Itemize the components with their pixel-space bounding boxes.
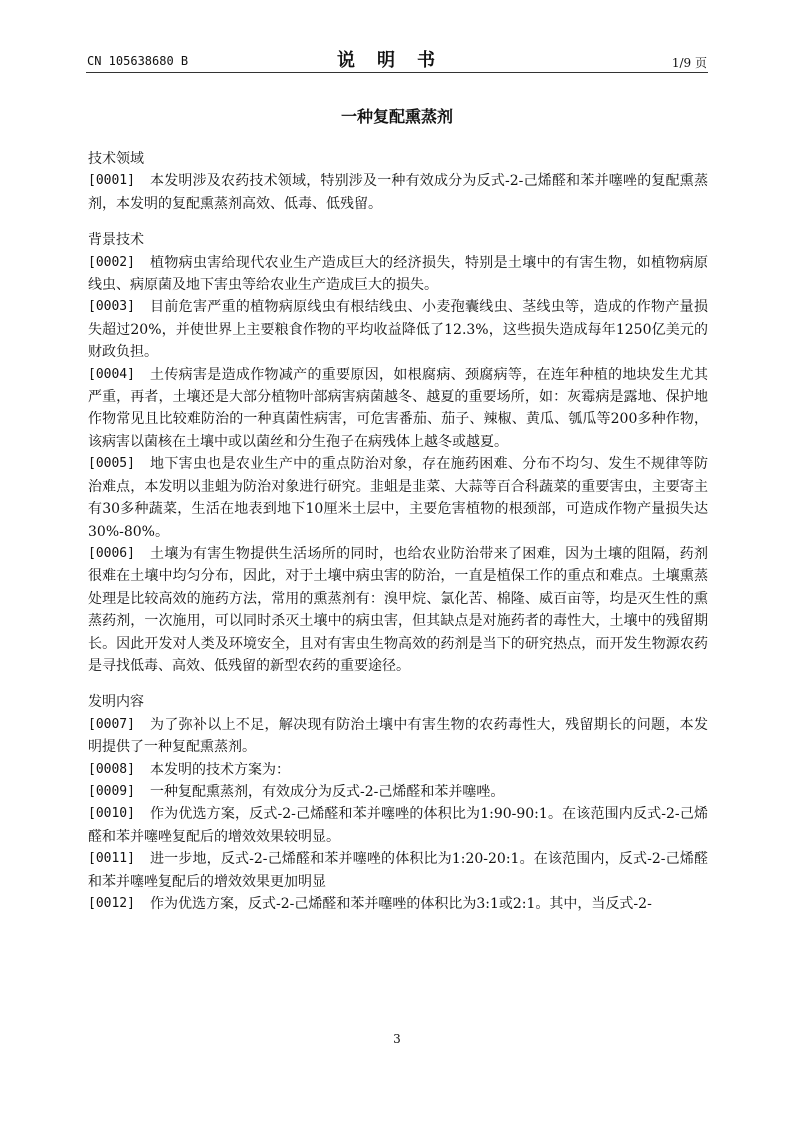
paragraph-number: [0012] [88, 896, 135, 911]
paragraph-text: 地下害虫也是农业生产中的重点防治对象，存在施药困难、分布不均匀、发生不规律等防治难点，本发明以韭蛆为防治对象进行研究。韭蛆是韭菜、大蒜等百合科蔬菜的重要害虫，主要寄主有30多种蔬菜，生活在地表到地下10厘米土层中，主要危害植物的根颈部，可造成作物产量损失达30%-80%。 [88, 456, 708, 540]
paragraph [88, 781, 708, 803]
patent-number: CN 105638680 B [87, 54, 189, 68]
paragraph-text: 目前危害严重的植物病原线虫有根结线虫、小麦孢囊线虫、茎线虫等，造成的作物产量损失超过20%，并使世界上主要粮食作物的平均收益降低了12.3%，这些损失造成每年1250亿美元的财政负担。 [88, 299, 708, 361]
document-type: 说明书 [337, 50, 457, 71]
paragraph [88, 364, 708, 454]
paragraph-number: [0006] [88, 545, 135, 561]
paragraph-number: [0005] [88, 456, 135, 472]
paragraph [88, 759, 708, 781]
section-heading: 发明内容 [88, 694, 144, 711]
paragraph [88, 453, 708, 543]
paragraph-text: 为了弥补以上不足，解决现有防治土壤中有害生物的农药毒性大，残留期长的问题，本发明提供了一种复配熏蒸剂。 [88, 716, 708, 756]
paragraph-text: 一种复配熏蒸剂，有效成分为反式-2-己烯醛和苯并噻唑。 [150, 783, 505, 800]
paragraph-number: [0008] [88, 761, 135, 777]
paragraph [88, 893, 708, 915]
header-rule [86, 72, 708, 73]
paragraph-number: [0002] [88, 254, 135, 270]
paragraph-text: 作为优选方案，反式-2-己烯醛和苯并噻唑的体积比为3:1或2:1。其中，当反式-2- [150, 896, 652, 912]
paragraph [88, 170, 708, 215]
paragraph-text: 植物病虫害给现代农业生产造成巨大的经济损失，特别是土壤中的有害生物，如植物病原线虫、病原菌及地下害虫等给农业生产造成巨大的损失。 [88, 254, 708, 294]
paragraph-text: 作为优选方案，反式-2-己烯醛和苯并噻唑的体积比为1:90-90:1。在该范围内反式-2-己烯醛和苯并噻唑复配后的增效效果较明显。 [88, 806, 708, 845]
paragraph-text: 本发明的技术方案为： [150, 761, 290, 778]
paragraph [88, 848, 708, 893]
paragraph [88, 543, 708, 677]
paragraph-number: [0001] [88, 173, 135, 189]
page-count: 1/9 页 [671, 56, 707, 70]
paragraph-number: [0009] [88, 783, 135, 799]
paragraph-text: 进一步地，反式-2-己烯醛和苯并噻唑的体积比为1:20-20:1。在该范围内，反式-2-己烯醛和苯并噻唑复配后的增效效果更加明显 [88, 851, 708, 890]
page-number: 3 [393, 1032, 401, 1046]
paragraph-number: [0004] [88, 366, 135, 382]
paragraph-number: [0010] [88, 806, 135, 822]
paragraph [88, 803, 708, 848]
paragraph [88, 252, 708, 297]
document-title: 一种复配熏蒸剂 [340, 107, 453, 126]
paragraph-text: 土传病害是造成作物减产的重要原因，如根腐病、颈腐病等，在连年种植的地块发生尤其严重，再者，土壤还是大部分植物叶部病害病菌越冬、越夏的重要场所，如：灰霉病是露地、保护地作物常见且比较难防治的一种真菌性病害，可危害番茄、茄子、辣椒、黄瓜、瓠瓜等200多种作物，该病害以菌核在土壤中或以菌丝和分生孢子在病残体上越冬或越夏。 [88, 366, 708, 450]
section-heading: 技术领域 [88, 151, 144, 167]
paragraph [88, 296, 708, 363]
paragraph [88, 714, 708, 759]
paragraph-number: [0007] [88, 716, 135, 732]
paragraph-text: 土壤为有害生物提供生活场所的同时，也给农业防治带来了困难，因为土壤的阻隔，药剂很难在土壤中均匀分布，因此，对于土壤中病虫害的防治，一直是植保工作的重点和难点。土壤熏蒸处理是比较高效的施药方法，常用的熏蒸剂有：溴甲烷、氯化苦、棉隆、威百亩等，均是灭生性的熏蒸药剂，一次施用，可以同时杀灭土壤中的病虫害，但其缺点是对施药者的毒性大，土壤中的残留期长。因此开发对人类及环境安全，且对有害虫生物高效的药剂是当下的研究热点，而开发生物源农药是寻找低毒、高效、低残留的新型农药的重要途径。 [88, 545, 708, 674]
paragraph-number: [0003] [88, 299, 135, 315]
paragraph-text: 本发明涉及农药技术领域，特别涉及一种有效成分为反式-2-己烯醛和苯并噻唑的复配熏蒸剂，本发明的复配熏蒸剂高效、低毒、低残留。 [88, 173, 708, 212]
paragraph-number: [0011] [88, 851, 135, 867]
section-heading: 背景技术 [88, 232, 144, 249]
document-body [88, 148, 708, 915]
